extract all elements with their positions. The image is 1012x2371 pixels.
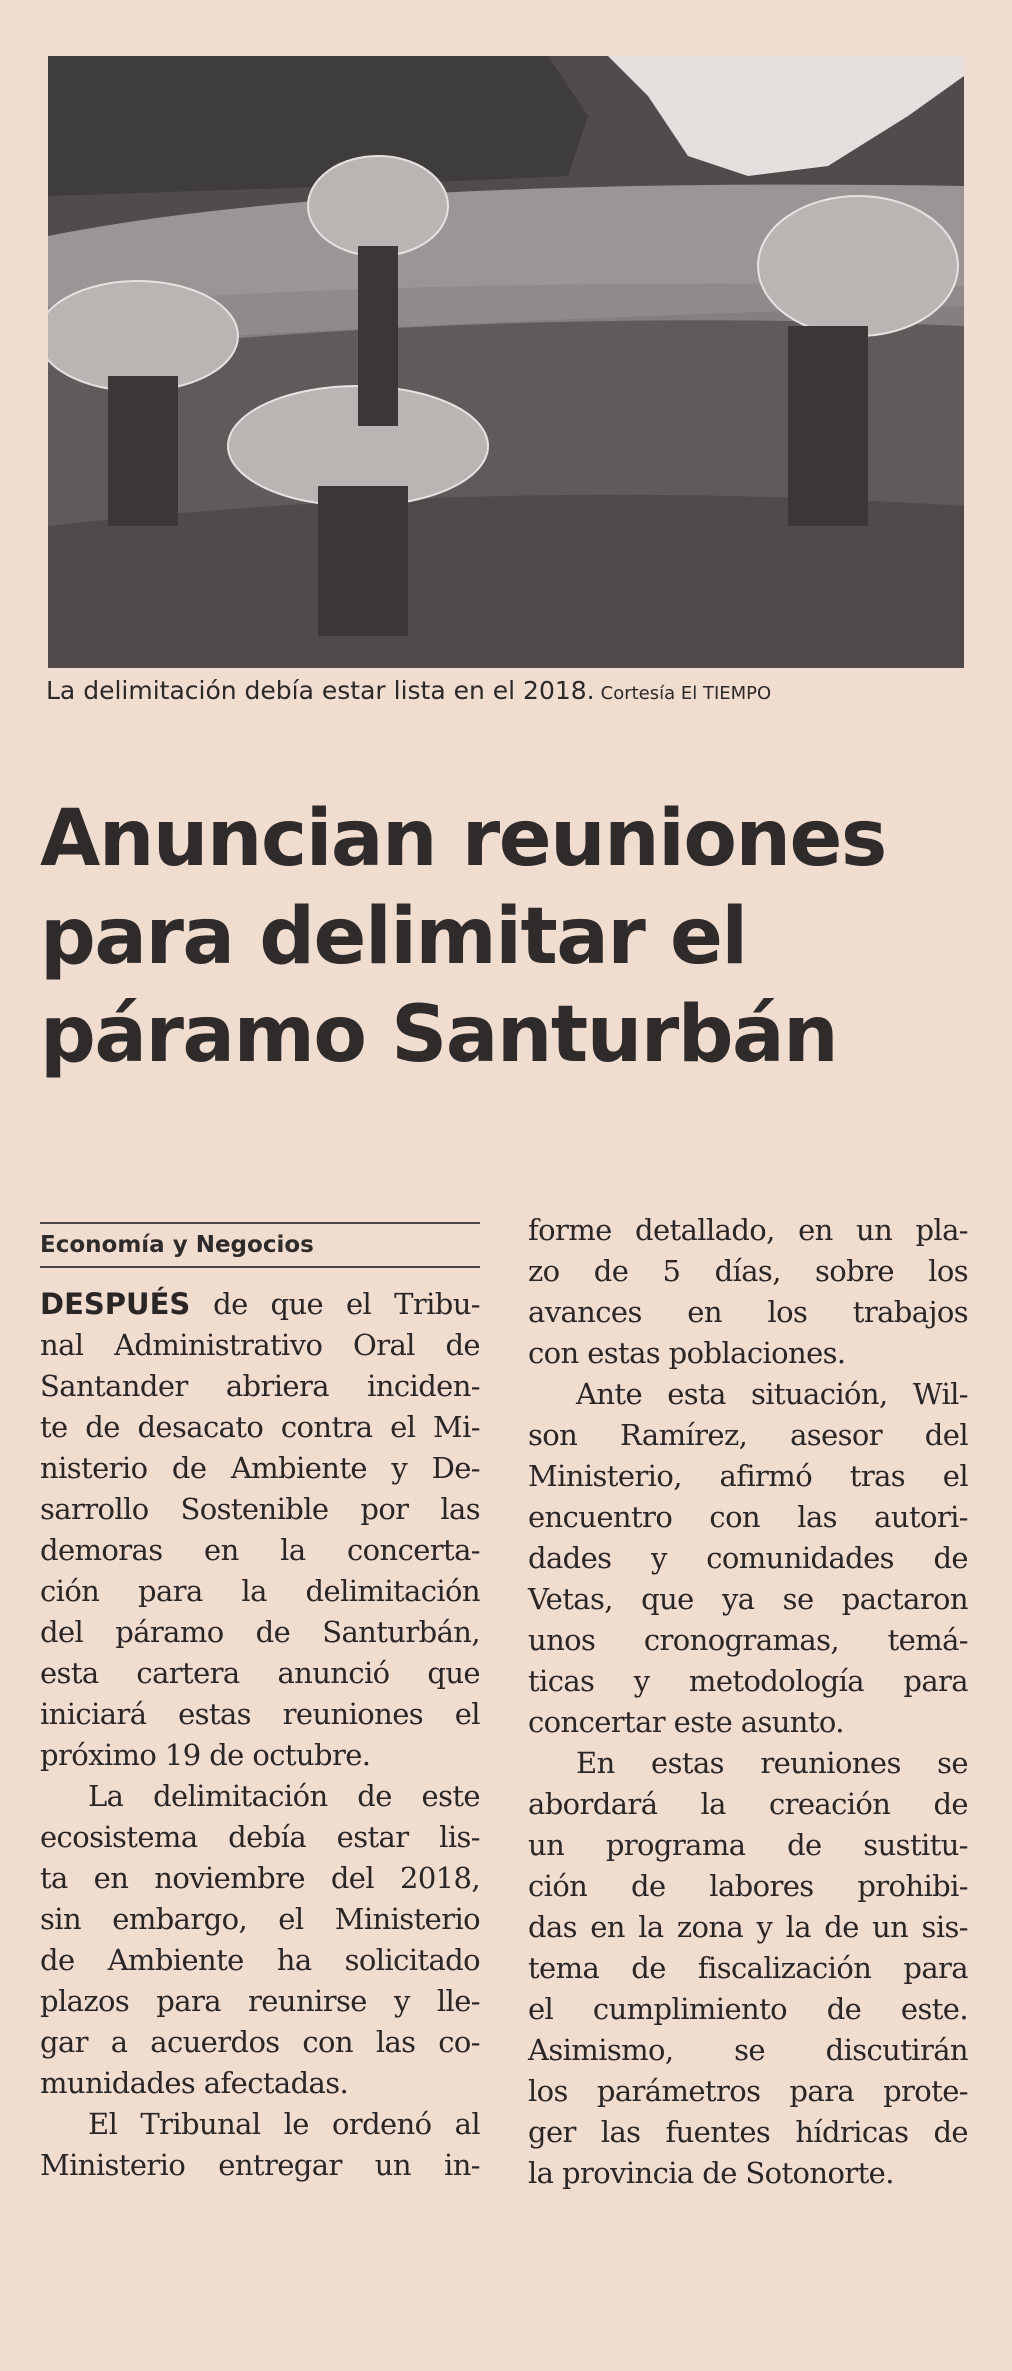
body-text-line: sin embargo, el Ministerio bbox=[40, 1902, 480, 1936]
body-text-line: ticas y metodología para bbox=[528, 1664, 968, 1698]
body-text-line: gar a acuerdos con las co- bbox=[40, 2025, 480, 2059]
body-text-line: concertar este asunto. bbox=[528, 1705, 844, 1739]
body-text-line: En estas reuniones se bbox=[576, 1746, 968, 1780]
lead-word: DESPUÉS bbox=[40, 1287, 191, 1321]
body-text-line: nisterio de Ambiente y De- bbox=[40, 1451, 480, 1485]
body-text-line: con estas poblaciones. bbox=[528, 1336, 846, 1370]
headline-line: páramo Santurbán bbox=[40, 990, 838, 1080]
body-text-line: El Tribunal le ordenó al bbox=[88, 2107, 480, 2141]
body-text-line: demoras en la concerta- bbox=[40, 1533, 480, 1567]
body-text-line: el cumplimiento de este. bbox=[528, 1992, 968, 2026]
body-text-line: ción de labores prohibi- bbox=[528, 1869, 968, 1903]
body-text-line: la provincia de Sotonorte. bbox=[528, 2156, 894, 2190]
body-text-line: Ministerio, afirmó tras el bbox=[528, 1459, 968, 1493]
body-text-line: avances en los trabajos bbox=[528, 1295, 968, 1329]
body-text-line: ción para la delimitación bbox=[40, 1574, 480, 1608]
body-text-line: Santander abriera inciden- bbox=[40, 1369, 480, 1403]
body-text-line: del páramo de Santurbán, bbox=[40, 1615, 480, 1649]
body-text-line: La delimitación de este bbox=[88, 1779, 480, 1813]
caption-text: La delimitación debía estar lista en el 2018. bbox=[46, 676, 595, 705]
headline-line: Anuncian reuniones bbox=[40, 794, 886, 884]
body-text-line: ecosistema debía estar lis- bbox=[40, 1820, 480, 1854]
section-label: Economía y Negocios bbox=[40, 1232, 314, 1258]
body-text-line: abordará la creación de bbox=[528, 1787, 968, 1821]
body-text-line: plazos para reunirse y lle- bbox=[40, 1984, 480, 2018]
body-text-line: Ministerio entregar un in- bbox=[40, 2148, 480, 2182]
body-text-line: Ante esta situación, Wil- bbox=[576, 1377, 968, 1411]
body-text-line: te de desacato contra el Mi- bbox=[40, 1410, 480, 1444]
section-rule-top bbox=[40, 1222, 480, 1224]
body-text-line: zo de 5 días, sobre los bbox=[528, 1254, 968, 1288]
body-text-line: DESPUÉS de que el Tribu- bbox=[40, 1287, 480, 1321]
body-text-line: ta en noviembre del 2018, bbox=[40, 1861, 480, 1895]
section-rule-bottom bbox=[40, 1266, 480, 1268]
body-text-line: forme detallado, en un pla- bbox=[528, 1213, 968, 1247]
body-text-line: das en la zona y la de un sis- bbox=[528, 1910, 968, 1944]
body-text-line: nal Administrativo Oral de bbox=[40, 1328, 480, 1362]
body-text-line: de Ambiente ha solicitado bbox=[40, 1943, 480, 1977]
body-text-line: tema de fiscalización para bbox=[528, 1951, 968, 1985]
article-headline bbox=[40, 790, 980, 1084]
body-text-line: Asimismo, se discutirán bbox=[528, 2033, 968, 2067]
body-text-line: unos cronogramas, temá- bbox=[528, 1623, 968, 1657]
headline-line: para delimitar el bbox=[40, 892, 747, 982]
body-text-line: encuentro con las autori- bbox=[528, 1500, 968, 1534]
article-photo bbox=[48, 56, 964, 668]
paramo-landscape-image bbox=[48, 56, 964, 668]
body-text-line: ger las fuentes hídricas de bbox=[528, 2115, 968, 2149]
body-text-line: dades y comunidades de bbox=[528, 1541, 968, 1575]
body-text-line: munidades afectadas. bbox=[40, 2066, 349, 2100]
body-text-line: Vetas, que ya se pactaron bbox=[528, 1582, 968, 1616]
body-text-line: esta cartera anunció que bbox=[40, 1656, 480, 1690]
photo-credit: Cortesía El TIEMPO bbox=[600, 683, 772, 704]
body-text-line: son Ramírez, asesor del bbox=[528, 1418, 968, 1452]
body-text-line: próximo 19 de octubre. bbox=[40, 1738, 371, 1772]
photo-caption bbox=[46, 676, 976, 705]
article-column-2 bbox=[528, 1210, 968, 2194]
body-text-line: los parámetros para prote- bbox=[528, 2074, 968, 2108]
article-column-1 bbox=[40, 1284, 480, 2186]
body-text-line: un programa de sustitu- bbox=[528, 1828, 968, 1862]
body-text-line: sarrollo Sostenible por las bbox=[40, 1492, 480, 1526]
body-text-line: iniciará estas reuniones el bbox=[40, 1697, 480, 1731]
